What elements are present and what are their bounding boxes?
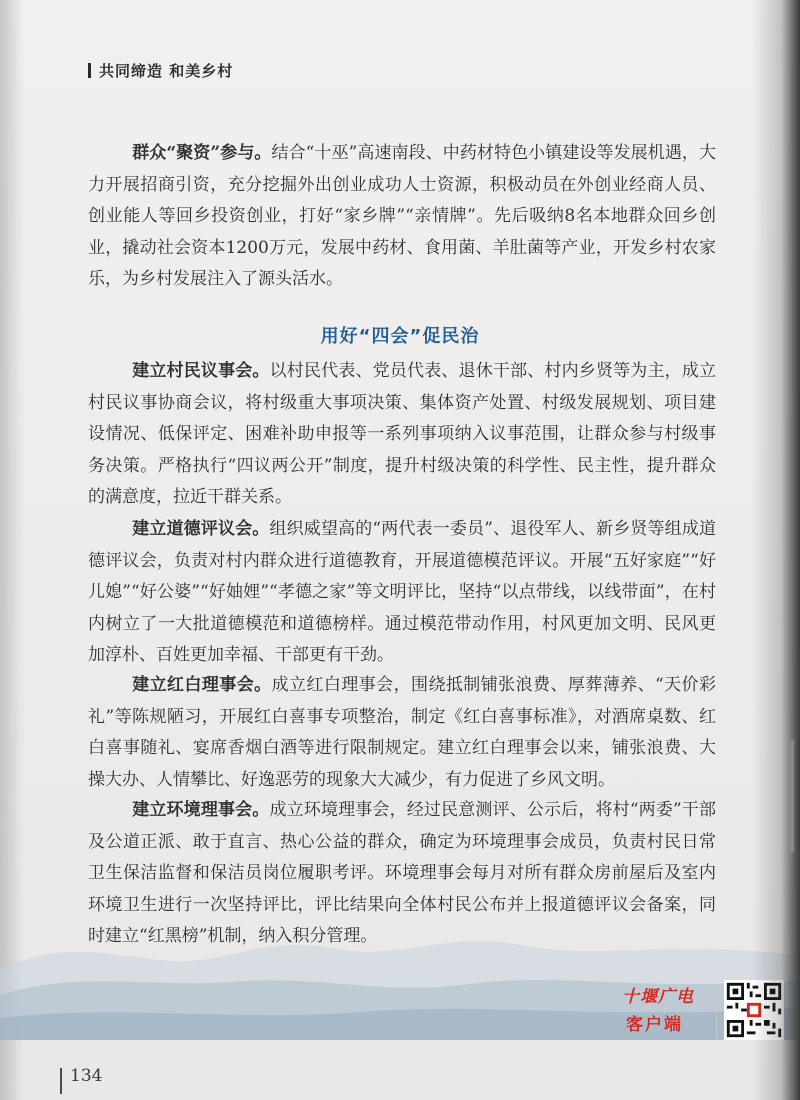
paragraph-lead: 建立环境理事会。	[132, 800, 270, 820]
watermark-name: 十堰广电	[622, 987, 694, 1007]
running-head-bar	[88, 63, 91, 78]
watermark-subtitle: 客户端	[626, 1015, 683, 1035]
paragraph-body: 以村民代表、党员代表、退休干部、村内乡贤等为主，成立村民议事协商会议，将村级重大事项决策、集体资产处置、村级发展规划、项目建设情况、低保评定、困难补助申报等一系列事项纳入议事范围，让群众参与村级事务决策。严格执行“四议两公开”制度，提升村级决策的科学性、民主性，提升群众的满意度，拉近干群关系。	[88, 361, 717, 507]
page-number: 134	[70, 1066, 103, 1086]
paragraph-lead: 建立红白理事会。	[132, 675, 272, 695]
paragraph-body: 结合“十巫”高速南段、中药材特色小镇建设等发展机遇，大力开展招商引资，充分挖掘外出创业成功人士资源，积极动员在外创业经商人员、创业能人等回乡投资创业，打好“家乡牌”“亲情牌”。先后吸纳8名本地群众回乡创业，撬动社会资本1200万元，发展中药材、食用菌、羊肚菌等产业，开发乡村农家乐，为乡村发展注入了源头活水。	[88, 143, 716, 289]
section-title: 用好“四会”促民治	[320, 326, 480, 347]
paragraph-body: 成立环境理事会，经过民意测评、公示后，将村“两委”干部及公道正派、敢于直言、热心公益的群众，确定为环境理事会成员，负责村民日常卫生保洁监督和保洁员岗位履职考评。环境理事会每月对所有群众房前屋后及室内环境卫生进行一次坚持评比，评比结果向全体村民公布并上报道德评议会备案，同时建立“红黑榜”机制，纳入积分管理。	[88, 800, 716, 946]
paragraph-villagers-council	[88, 356, 716, 514]
paragraph-body: 组织威望高的“两代表一委员”、退役军人、新乡贤等组成道德评议会，负责对村内群众进行道德教育，开展道德模范评议。开展“五好家庭”“好儿媳”“好公婆”“好妯娌”“孝德之家”等文明评比，坚持“以点带线，以线带面”，在村内树立了一大批道德模范和道德榜样。通过模范带动作用，村风更加文明、民风更加淳朴、百姓更加幸福、干部更有干劲。	[88, 519, 716, 665]
paragraph-lead: 建立道德评议会。	[132, 519, 270, 539]
watermark-divider	[716, 984, 717, 1038]
paragraph-moral-council	[88, 514, 716, 672]
scrollbar-thumb[interactable]	[790, 740, 794, 852]
paragraph-lead: 群众“聚资”参与。	[132, 143, 272, 163]
paragraph-lead: 建立村民议事会。	[132, 361, 270, 381]
page-number-rule	[60, 1068, 62, 1094]
paragraph-body: 成立红白理事会，围绕抵制铺张浪费、厚葬薄养、“天价彩礼”等陈规陋习，开展红白喜事专项整治，制定《红白喜事标准》，对酒席桌数、红白喜事随礼、宴席香烟白酒等进行限制规定。建立红白理事会以来，铺张浪费、大操大办、人情攀比、好逸恶劳的现象大大减少，有力促进了乡风文明。	[88, 675, 716, 790]
running-head	[88, 60, 233, 81]
paragraph-fundraising	[88, 138, 716, 296]
running-head-text: 共同缔造 和美乡村	[99, 62, 234, 80]
paragraph-wedding-funeral-council	[88, 670, 716, 796]
page-edge-shadow	[752, 0, 800, 1100]
